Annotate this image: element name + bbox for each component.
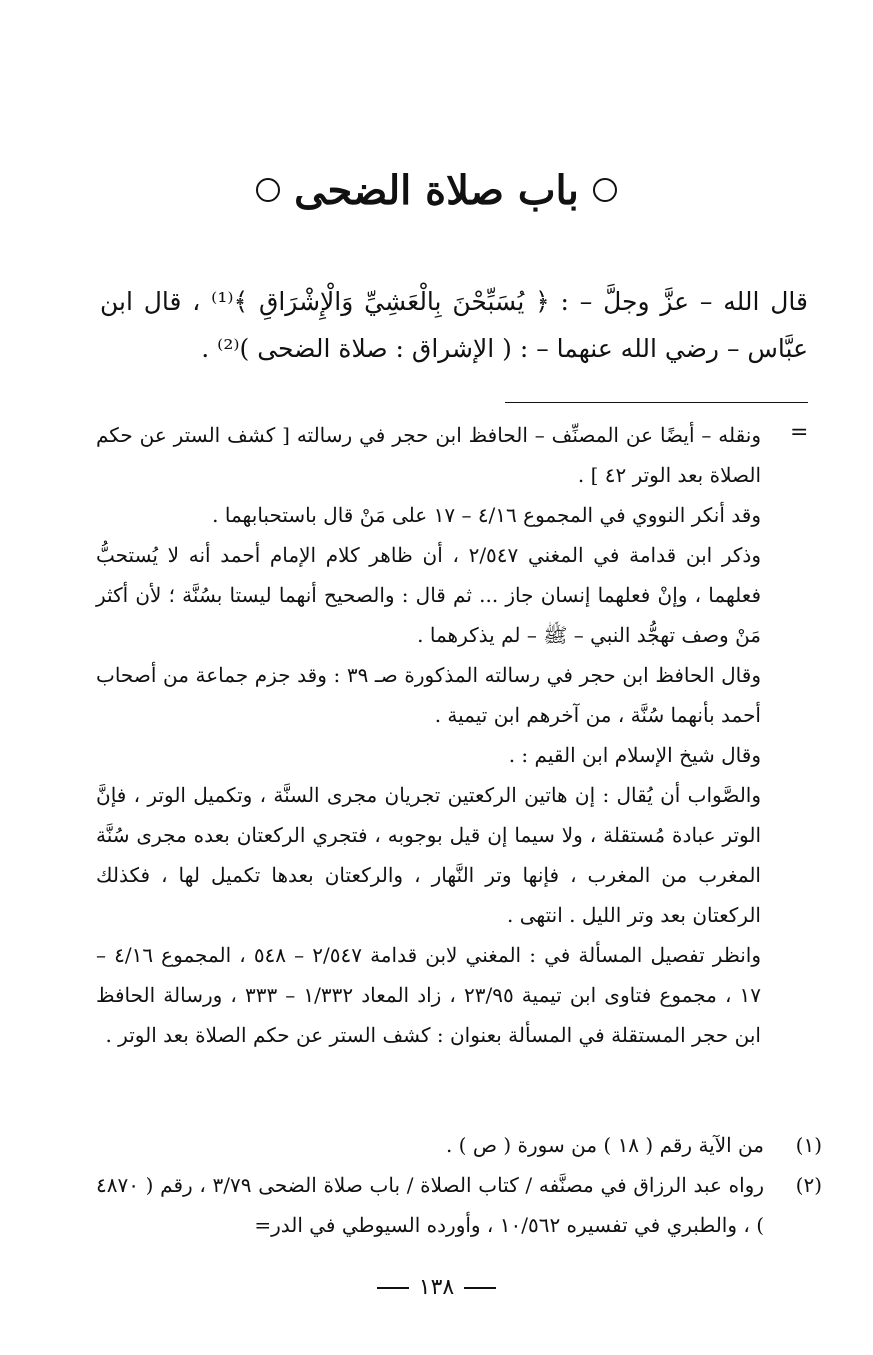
dash-left (377, 1287, 409, 1289)
footnote-text: من الآية رقم ( ١٨ ) من سورة ( ص ) . (445, 1133, 764, 1157)
footnote-item (96, 1165, 822, 1245)
page-number (0, 1268, 873, 1308)
circle-ornament-left (256, 178, 280, 202)
footnote-number: (٢) (795, 1173, 822, 1197)
continued-notes (96, 415, 761, 1055)
note-paragraph: والصَّواب أن يُقال : إن هاتين الركعتين تجريان مجرى السنَّة ، وتكميل الوتر ، فإنَّ الوتر عبادة مُستقلة ، ولا سيما إن قيل بوجوبه ، فتجري الركعتان بعده مجرى سُنَّة المغرب من المغرب ، فإنها وتر النَّهار ، والركعتان بعدها تكميل لها ، فكذلك الركعتان بعد وتر الليل . انتهى . (96, 783, 761, 927)
footnotes (96, 1125, 822, 1245)
note-paragraph: وقال الحافظ ابن حجر في رسالته المذكورة صـ ٣٩ : وقد جزم جماعة من أصحاب أحمد بأنهما سُنَّة ، من آخرهم ابن تيمية . (96, 663, 761, 727)
intro-paragraph: قال الله – عزَّ وجلَّ – : ﴿ يُسَبِّحْنَ بِالْعَشِيِّ وَالْإِشْرَاقِ ﴾⁽¹⁾ ، قال ابن عبَّاس – رضي الله عنهما – : ( الإشراق : صلاة الضحى )⁽²⁾ . (100, 287, 808, 363)
note-paragraph: وقد أنكر النووي في المجموع ٤/١٦ – ١٧ على مَنْ قال باستحبابهما . (212, 503, 761, 527)
note-paragraph: وقال شيخ الإسلام ابن القيم : . (508, 743, 761, 767)
continuation-mark: = (790, 420, 809, 445)
chapter-title (0, 163, 873, 219)
footnote-text: رواه عبد الرزاق في مصنَّفه / كتاب الصلاة / باب صلاة الضحى ٣/٧٩ ، رقم ( ٤٨٧٠ ) ، والطبري في تفسيره ١٠/٥٦٢ ، وأورده السيوطي في الدر= (96, 1173, 765, 1237)
footnote-divider (505, 402, 808, 403)
chapter-title-text: باب صلاة الضحى (294, 167, 579, 214)
footnote-number: (١) (795, 1133, 822, 1157)
page-number-text: ١٣٨ (418, 1275, 455, 1300)
note-paragraph: وذكر ابن قدامة في المغني ٢/٥٤٧ ، أن ظاهر كلام الإمام أحمد أنه لا يُستحبُّ فعلهما ، وإنْ فعلهما إنسان جاز ... ثم قال : والصحيح أنهما ليستا بسُنَّة ؛ لأن أكثر مَنْ وصف تهجُّد النبي – ﷺ – لم يذكرهما . (96, 543, 761, 647)
footnote-item (96, 1125, 822, 1165)
note-paragraph: وانظر تفصيل المسألة في : المغني لابن قدامة ٢/٥٤٧ – ٥٤٨ ، المجموع ٤/١٦ – ١٧ ، مجموع فتاوى ابن تيمية ٢٣/٩٥ ، زاد المعاد ١/٣٣٢ – ٣٣٣ ، ورسالة الحافظ ابن حجر المستقلة في المسألة بعنوان : كشف الستر عن حكم الصلاة بعد الوتر . (96, 943, 762, 1047)
dash-right (464, 1287, 496, 1289)
note-paragraph: ونقله – أيضًا عن المصنِّف – الحافظ ابن حجر في رسالته [ كشف الستر عن حكم الصلاة بعد الوتر ٤٢ ] . (96, 423, 761, 487)
circle-ornament-right (593, 178, 617, 202)
